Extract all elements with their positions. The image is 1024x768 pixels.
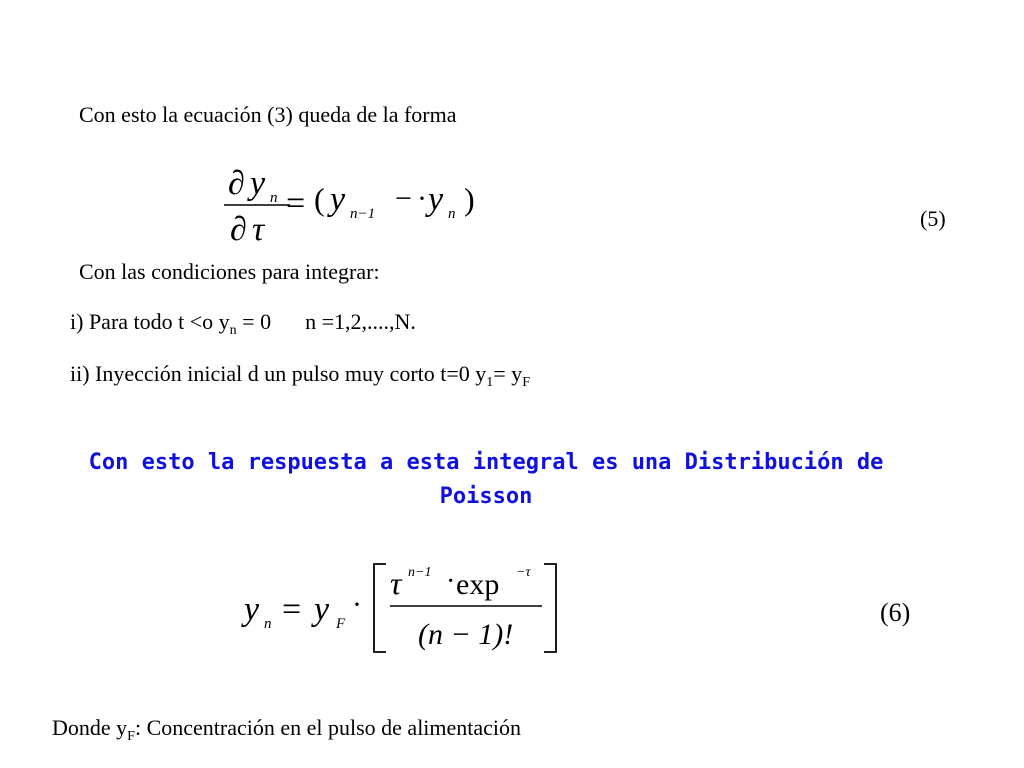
eq5-equals: = [286, 185, 306, 222]
eq6-sup-minus-tau: −τ [516, 565, 531, 580]
eq6-equals: = [282, 591, 302, 628]
eq6-tau: τ [390, 565, 402, 601]
eq6-sub-F: F [336, 616, 346, 632]
eq5-rparen: ) [464, 181, 475, 217]
condition-2 [70, 363, 530, 390]
eq5-y2: y [428, 181, 444, 218]
conditions-title: Con las condiciones para integrar: [79, 259, 380, 284]
condition-1-post1: = 0 [236, 309, 272, 334]
eq6-right-bracket [544, 564, 556, 652]
eq6-sub-n: n [264, 616, 272, 632]
eq5-y1: y [330, 181, 346, 218]
eq5-sub-n: n [448, 206, 456, 222]
condition-2-sub1: 1 [486, 375, 494, 390]
eq5-partial-den: ∂ [230, 211, 247, 248]
poisson-statement: Con esto la respuesta a esta integral es una Distribución de Poisson [88, 450, 884, 509]
eq5-sub-n-num: n [270, 190, 278, 206]
equation-6-number: (6) [880, 598, 911, 627]
eq6-y-n: y [244, 591, 260, 628]
eq5-dot: · [417, 182, 427, 215]
eq5-sub-n-minus-1: n−1 [350, 206, 376, 222]
eq5-minus: − [395, 182, 412, 215]
footer-text [52, 717, 521, 744]
eq5-lparen: ( [314, 181, 325, 217]
eq6-left-bracket [374, 564, 386, 652]
eq6-denominator: (n − 1)! [418, 618, 514, 651]
eq6-y-F: y [314, 591, 330, 628]
intro-text: Con esto la ecuación (3) queda de la forma [79, 102, 457, 127]
eq6-dot-outer: · [352, 588, 362, 621]
eq6-dot-inner: · [446, 566, 456, 597]
eq5-partial-num: ∂ [228, 165, 245, 202]
eq5-tau-den: τ [252, 211, 265, 248]
condition-2-sub2: F [522, 375, 530, 390]
equation-6 [240, 558, 580, 668]
equation-5-number: (5) [920, 206, 946, 231]
condition-1-sub: n [229, 323, 237, 338]
eq6-sup-n-minus-1: n−1 [408, 565, 432, 580]
eq6-exp: exp [456, 568, 500, 601]
condition-2-mid: = y [493, 361, 523, 386]
footer-post: : Concentración en el pulso de alimentación [134, 715, 522, 740]
footer-pre: Donde y [52, 715, 128, 740]
condition-2-pre: ii) Inyección inicial d un pulso muy corto t=0 y [70, 361, 487, 386]
eq5-y-num: y [250, 165, 266, 202]
condition-1-pre: i) Para todo t <o y [70, 309, 230, 334]
equation-5 [220, 158, 520, 258]
condition-1 [70, 311, 416, 338]
footer-sub: F [127, 729, 135, 744]
condition-1-post2: n =1,2,....,N. [305, 309, 416, 334]
